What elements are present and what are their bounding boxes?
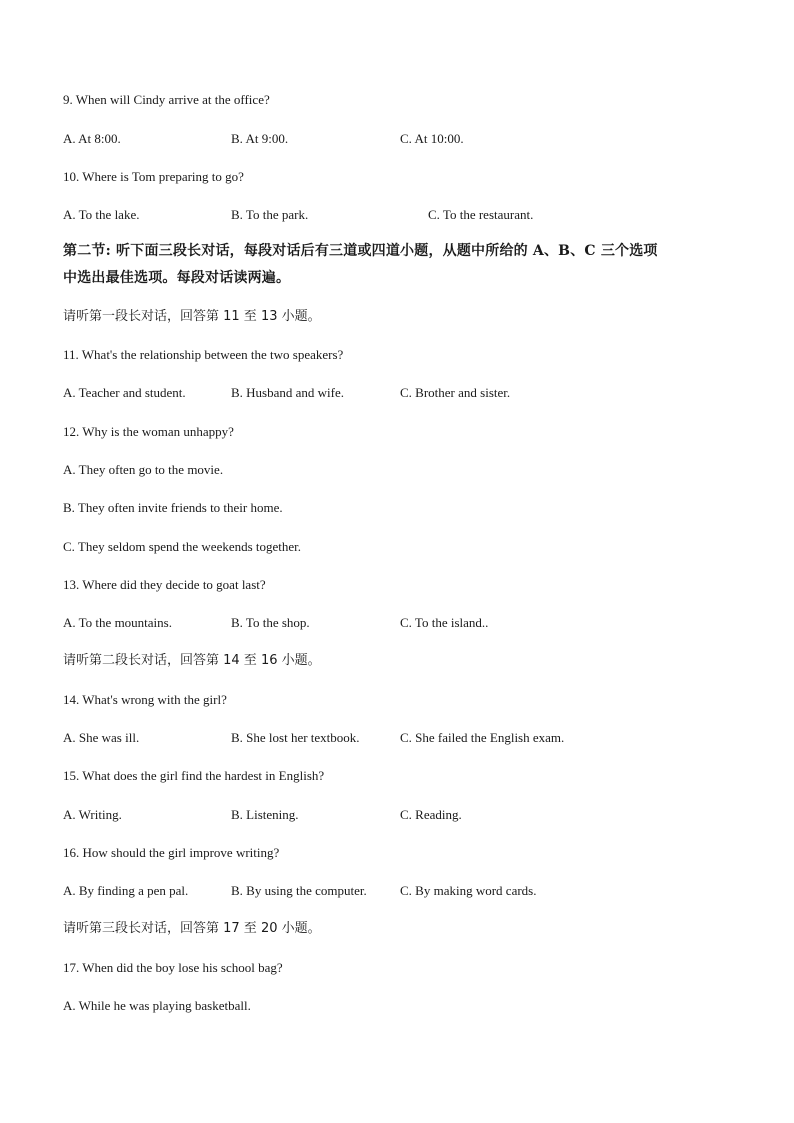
option-c: C. To the island.. [400,615,489,630]
dialogue-instruction-3: 请听第三段长对话，回答第 17 至 20 小题。 [63,921,321,936]
option-a: A. She was ill. [63,730,140,745]
question-9: 9. When will Cindy arrive at the office? [63,92,270,107]
option-a: A. Writing. [63,807,122,822]
option-c: C. Brother and sister. [400,385,511,400]
question-11: 11. What's the relationship between the two speakers? [63,347,344,362]
option-b: B. Listening. [231,807,299,822]
option-c: C. By making word cards. [400,883,537,898]
option-b: B. Husband and wife. [231,385,345,400]
dialogue-instruction-1: 请听第一段长对话，回答第 11 至 13 小题。 [63,309,321,324]
question-16: 16. How should the girl improve writing? [63,845,280,860]
question-17-option-a: A. While he was playing basketball. [63,998,251,1013]
option-b: B. She lost her textbook. [231,730,360,745]
question-10: 10. Where is Tom preparing to go? [63,169,244,184]
question-12-option-c: C. They seldom spend the weekends together. [63,539,302,554]
dialogue-instruction-2: 请听第二段长对话，回答第 14 至 16 小题。 [63,653,321,668]
section-heading-line-1: 第二节: 听下面三段长对话，每段对话后有三道或四道小题，从题中所给的 A、B、C 三个选项 [63,243,658,259]
option-b: B. At 9:00. [231,131,289,146]
question-12: 12. Why is the woman unhappy? [63,424,234,439]
question-17: 17. When did the boy lose his school bag? [63,960,283,975]
option-c: C. She failed the English exam. [400,730,565,745]
question-12-option-a: A. They often go to the movie. [63,462,224,477]
option-a: A. By finding a pen pal. [63,883,189,898]
question-12-option-b: B. They often invite friends to their home. [63,500,283,515]
option-a: A. Teacher and student. [63,385,186,400]
option-c: C. At 10:00. [400,131,464,146]
option-a: A. To the mountains. [63,615,172,630]
section-heading-line-2: 中选出最佳选项。每段对话读两遍。 [63,270,291,286]
option-c: C. Reading. [400,807,462,822]
option-a: A. To the lake. [63,207,140,222]
option-c: C. To the restaurant. [428,207,534,222]
option-b: B. To the park. [231,207,309,222]
option-a: A. At 8:00. [63,131,121,146]
option-b: B. To the shop. [231,615,310,630]
question-13: 13. Where did they decide to goat last? [63,577,266,592]
question-14: 14. What's wrong with the girl? [63,692,227,707]
question-15: 15. What does the girl find the hardest in English? [63,768,325,783]
section-heading [63,238,735,292]
option-b: B. By using the computer. [231,883,367,898]
